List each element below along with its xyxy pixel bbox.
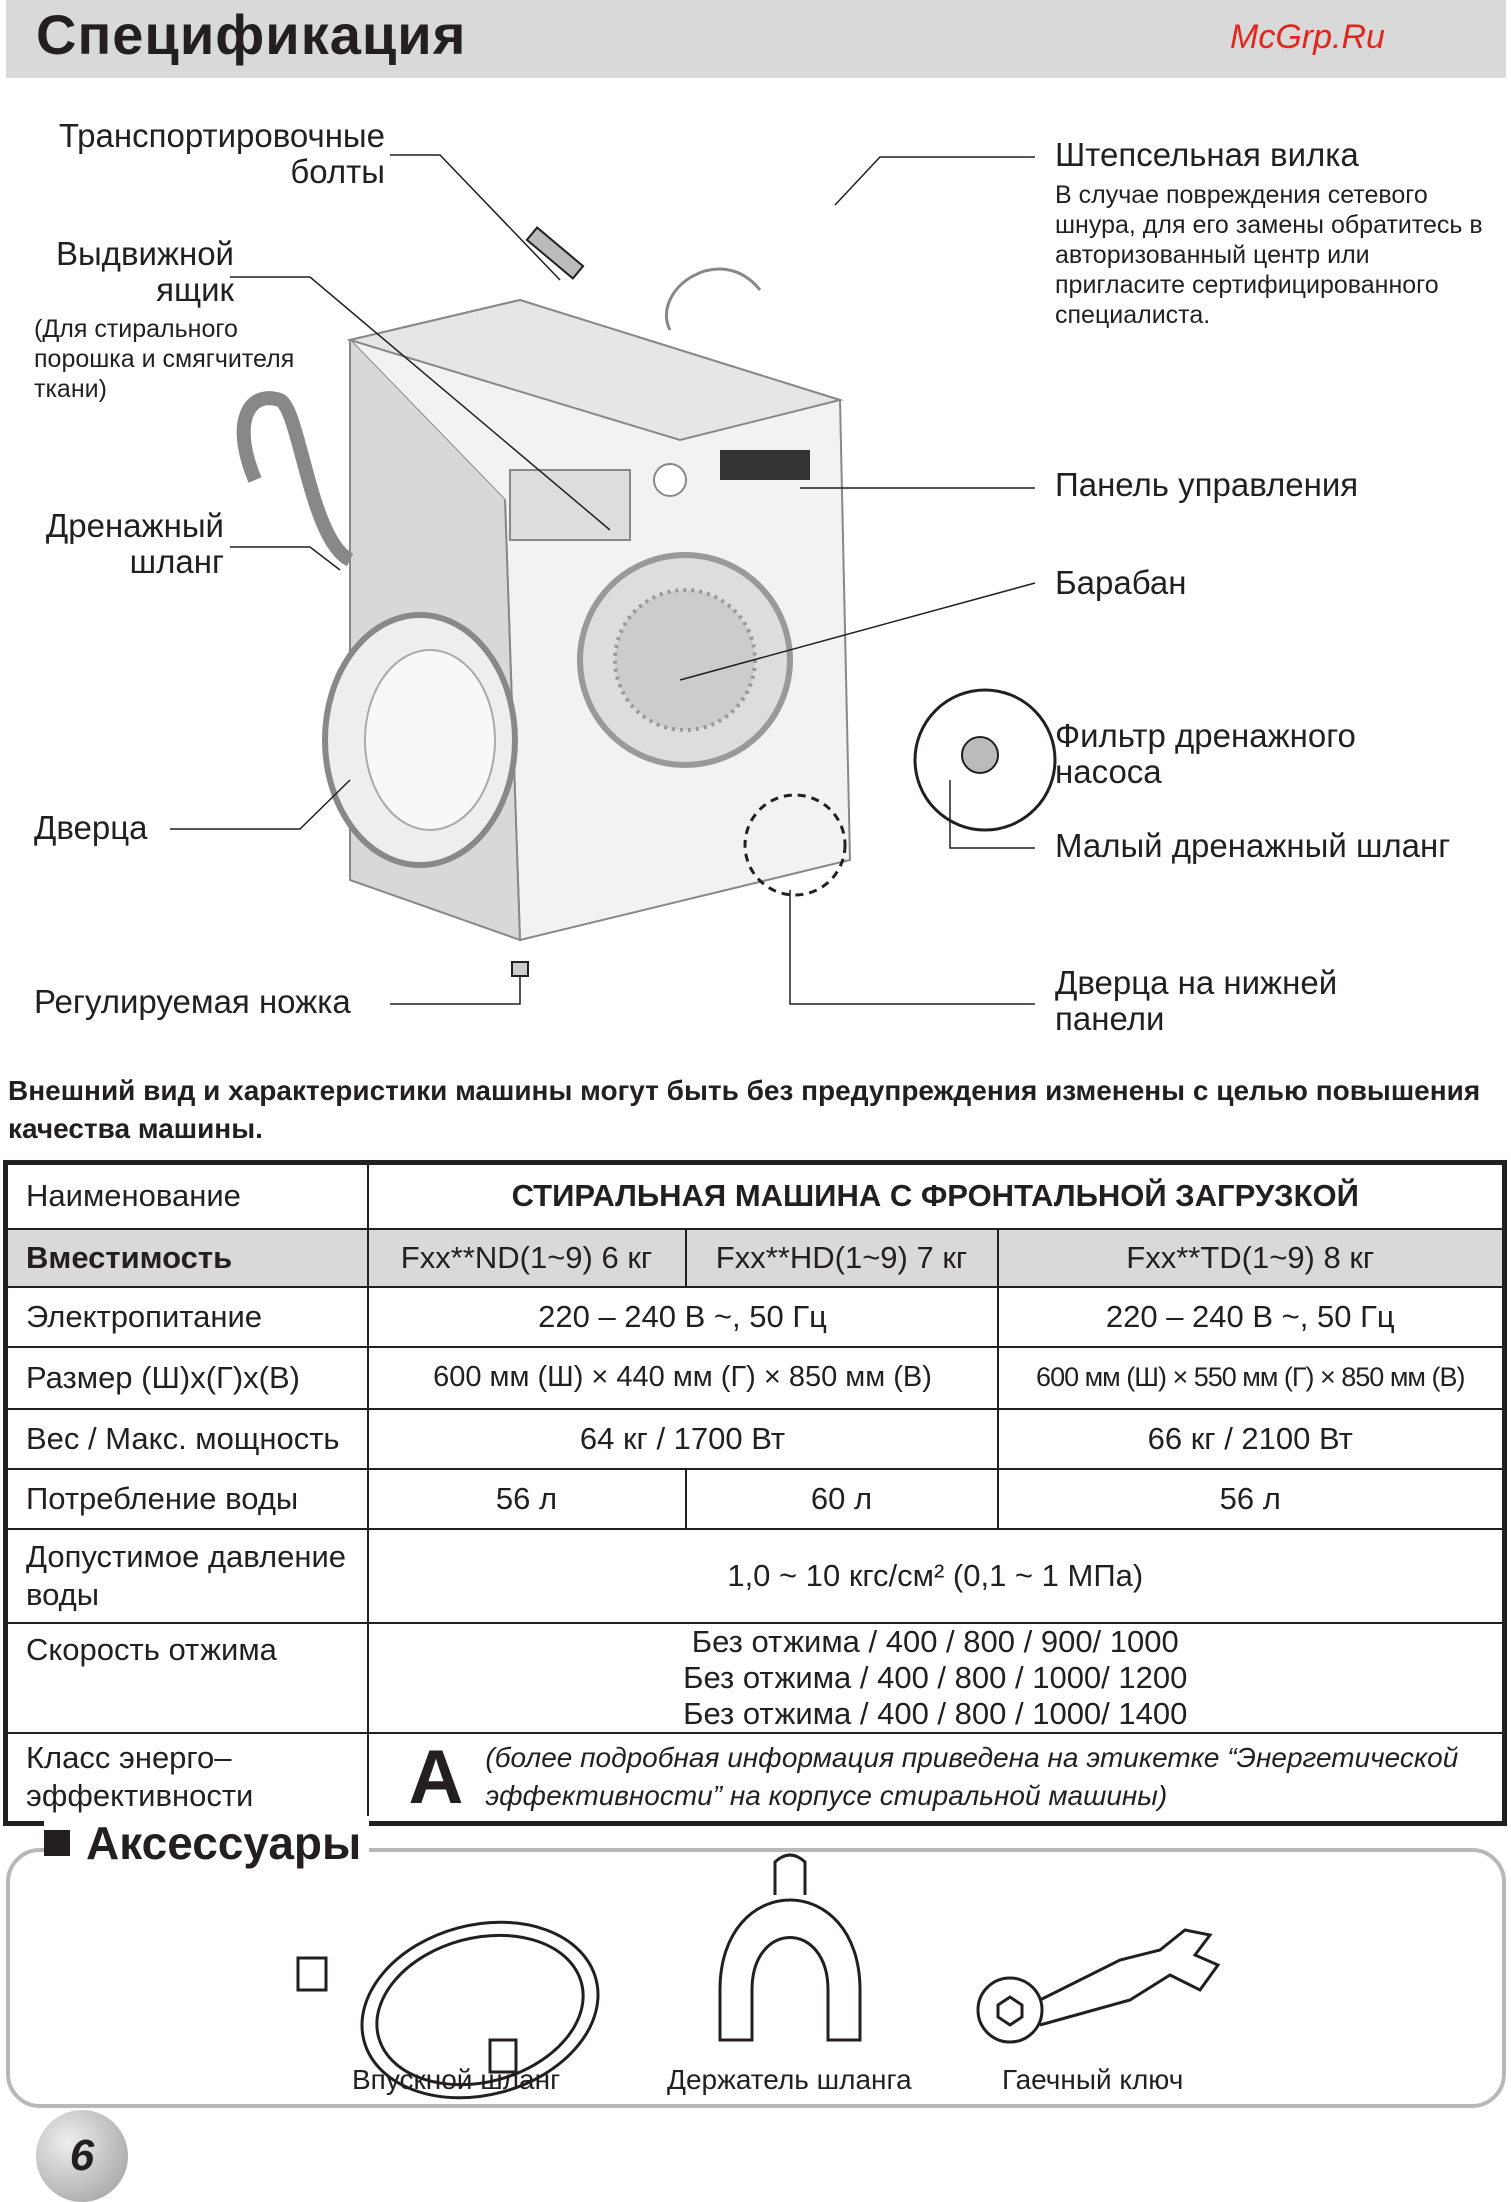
row-label: Вес / Макс. мощность bbox=[6, 1409, 368, 1469]
cell: 220 – 240 В ~, 50 Гц bbox=[998, 1287, 1505, 1347]
cell: 220 – 240 В ~, 50 Гц bbox=[368, 1287, 998, 1347]
table-row bbox=[6, 1347, 1505, 1409]
cell: 600 мм (Ш) × 550 мм (Г) × 850 мм (В) bbox=[998, 1347, 1505, 1409]
label-control-panel: Панель управления bbox=[1055, 466, 1359, 503]
accessories-heading bbox=[44, 1816, 369, 1870]
label-drain-hose: Дренажный шланг bbox=[45, 507, 224, 580]
table-row bbox=[6, 1163, 1505, 1229]
accessories-title: Аксессуары bbox=[86, 1817, 362, 1869]
cell: 1,0 ~ 10 кгс/см² (0,1 ~ 1 МПа) bbox=[368, 1529, 1505, 1623]
page-number: 6 bbox=[36, 2110, 128, 2202]
washing-machine-illustration bbox=[244, 228, 1055, 976]
energy-note: (более подробная информация приведена на этикетке “Энергетической эффективности” на корпусе стиральной машины) bbox=[485, 1742, 1459, 1811]
cell: 56 л bbox=[368, 1469, 686, 1529]
cell: 64 кг / 1700 Вт bbox=[368, 1409, 998, 1469]
cell: 60 л bbox=[686, 1469, 998, 1529]
change-notice: Внешний вид и характеристики машины могут быть без предупреждения изменены с целью повышения качества машины. bbox=[8, 1075, 1481, 1144]
spec-table bbox=[3, 1160, 1507, 1826]
accessory-label-wrench: Гаечный ключ bbox=[1002, 2064, 1184, 2095]
row-label: Скорость отжима bbox=[6, 1623, 368, 1733]
label-bottom-panel-door: Дверца на нижней панели bbox=[1055, 964, 1338, 1037]
spin-line: Без отжима / 400 / 800 / 900/ 1000 bbox=[691, 1623, 1179, 1659]
row-label: Размер (Ш)х(Г)х(В) bbox=[6, 1347, 368, 1409]
label-pump-filter: Фильтр дренажного насоса bbox=[1055, 717, 1356, 790]
row-label: Наименование bbox=[6, 1163, 368, 1229]
square-bullet-icon bbox=[44, 1830, 70, 1856]
table-row bbox=[6, 1287, 1505, 1347]
cell: Fxx**TD(1~9) 8 кг bbox=[998, 1229, 1505, 1287]
cell: 56 л bbox=[998, 1469, 1505, 1529]
label-adjustable-foot: Регулируемая ножка bbox=[34, 983, 351, 1020]
table-row bbox=[6, 1529, 1505, 1623]
cell: 600 мм (Ш) × 440 мм (Г) × 850 мм (В) bbox=[368, 1347, 998, 1409]
table-row bbox=[6, 1623, 1505, 1733]
label-power-plug-note: В случае повреждения сетевого шнура, для его замены обратитесь в авторизованный центр или пригласите сертифицированного специалиста. bbox=[1055, 181, 1483, 329]
label-transport-bolts: Транспортировочные болты bbox=[58, 117, 385, 190]
label-small-drain-hose: Малый дренажный шланг bbox=[1055, 827, 1451, 864]
energy-class-badge: A bbox=[408, 1734, 464, 1820]
row-label: Электропитание bbox=[6, 1287, 368, 1347]
label-drum: Барабан bbox=[1055, 564, 1187, 601]
cell: Fxx**HD(1~9) 7 кг bbox=[686, 1229, 998, 1287]
watermark: McGrp.Ru bbox=[1230, 18, 1385, 56]
cell: Fxx**ND(1~9) 6 кг bbox=[368, 1229, 686, 1287]
accessory-label-hose-holder: Держатель шланга bbox=[667, 2064, 912, 2095]
table-row bbox=[6, 1469, 1505, 1529]
page-title: Спецификация bbox=[36, 3, 467, 66]
row-label: Вместимость bbox=[6, 1229, 368, 1287]
table-row bbox=[6, 1409, 1505, 1469]
label-dispenser-drawer: Выдвижной ящик bbox=[55, 235, 234, 308]
label-dispenser-drawer-note: (Для стирального порошка и смягчителя ткани) bbox=[34, 315, 295, 403]
spin-line: Без отжима / 400 / 800 / 1000/ 1400 bbox=[683, 1695, 1188, 1731]
table-row bbox=[6, 1229, 1505, 1287]
row-label: Потребление воды bbox=[6, 1469, 368, 1529]
label-door: Дверца bbox=[34, 809, 148, 846]
row-label: Допустимое давление воды bbox=[6, 1529, 368, 1623]
label-power-plug: Штепсельная вилка bbox=[1055, 136, 1359, 173]
spin-line: Без отжима / 400 / 800 / 1000/ 1200 bbox=[683, 1659, 1188, 1695]
cell: 66 кг / 2100 Вт bbox=[998, 1409, 1505, 1469]
row-label: Класс энерго– эффективности bbox=[6, 1733, 368, 1824]
product-name: СТИРАЛЬНАЯ МАШИНА С ФРОНТАЛЬНОЙ ЗАГРУЗКОЙ bbox=[368, 1163, 1505, 1229]
accessory-label-inlet-hose: Впускной шланг bbox=[352, 2064, 561, 2095]
table-row bbox=[6, 1733, 1505, 1824]
